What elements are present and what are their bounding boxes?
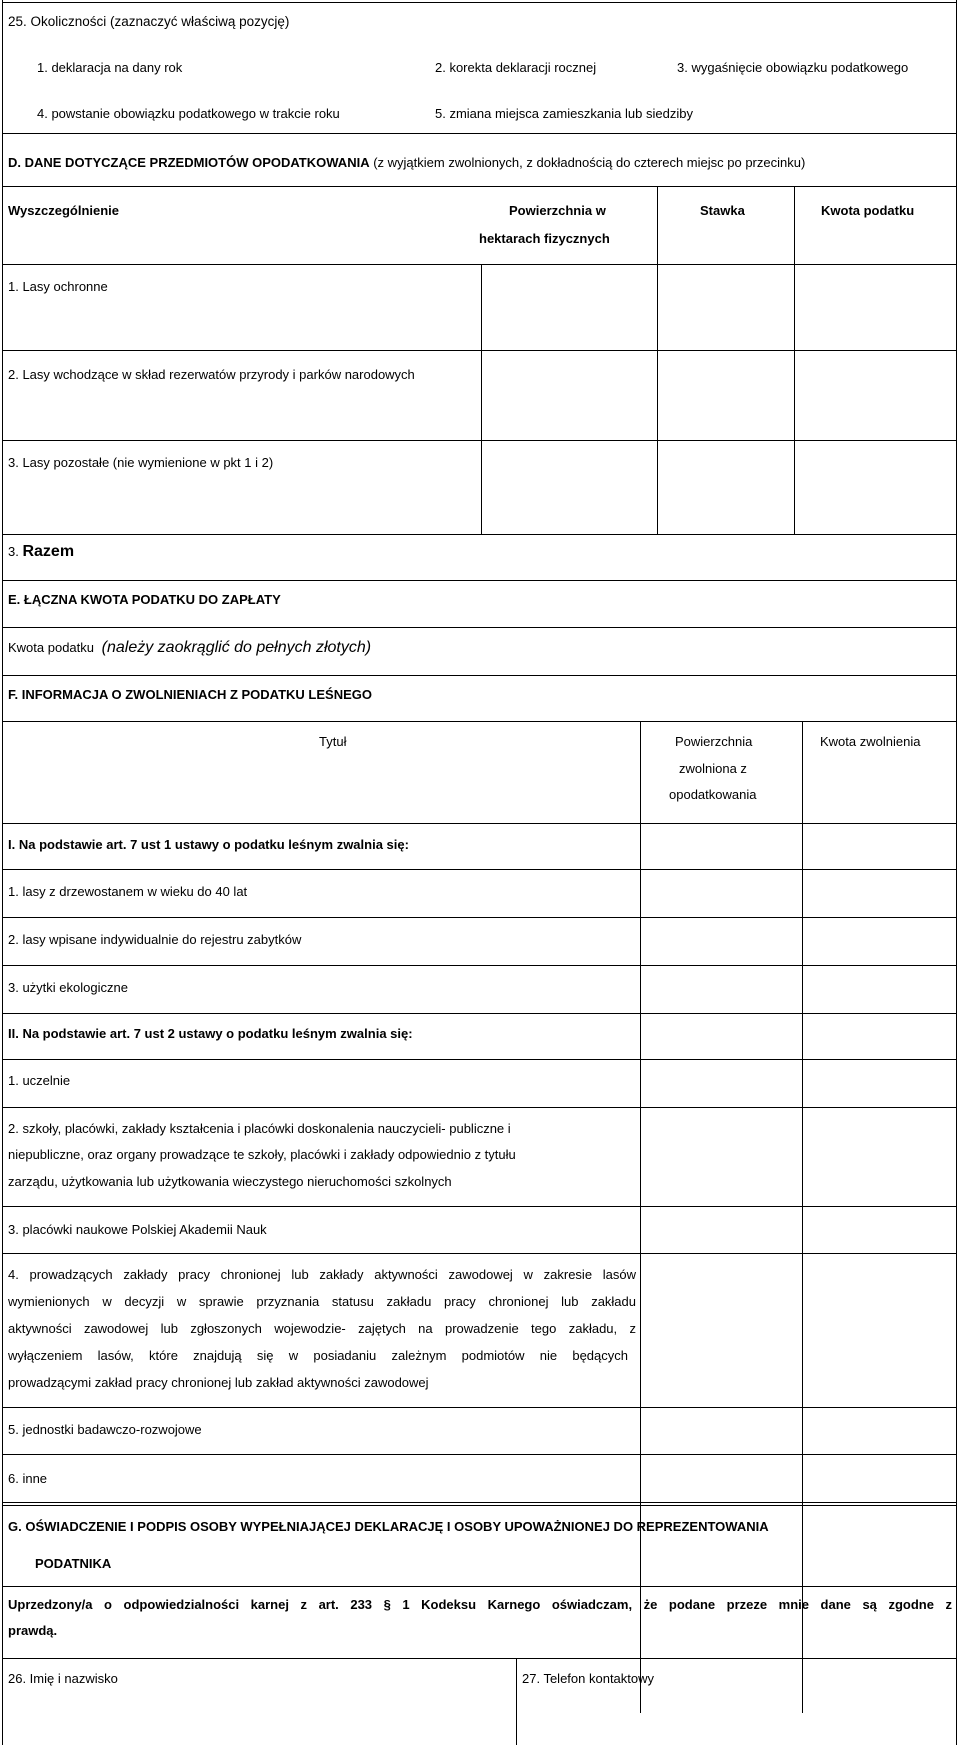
- divider: [2, 965, 957, 966]
- group-2-title: II. Na podstawie art. 7 ust 2 ustawy o podatku leśnym zwalnia się:: [8, 1026, 413, 1041]
- section-f-title: F. INFORMACJA O ZWOLNIENIACH Z PODATKU LEŚNEGO: [8, 687, 372, 702]
- option-obligation-arising[interactable]: 4. powstanie obowiązku podatkowego w trakcie roku: [37, 106, 340, 121]
- total-label: Razem: [22, 543, 75, 560]
- statement-line1: Uprzedzony/a o odpowiedzialności karnej z art. 233 § 1 Kodeksu Karnego oświadczam, że podane przeze mnie dane są zgodne z: [8, 1597, 952, 1612]
- divider: [2, 675, 957, 676]
- divider: [2, 1206, 957, 1207]
- rounding-note: (należy zaokrąglić do pełnych złotych): [101, 639, 372, 656]
- section-e-line: [8, 640, 371, 656]
- divider: [2, 1502, 957, 1503]
- field-26-name[interactable]: 26. Imię i nazwisko: [8, 1671, 118, 1686]
- divider: [2, 627, 957, 628]
- divider: [2, 133, 957, 134]
- statement-line2: prawdą.: [8, 1623, 58, 1638]
- section-d-note: (z wyjątkiem zwolnionych, z dokładnością do czterech miejsc po przecinku): [373, 155, 806, 170]
- section-e-title: E. ŁĄCZNA KWOTA PODATKU DO ZAPŁATY: [8, 592, 281, 607]
- row-reserve-forests: 2. Lasy wchodzące w skład rezerwatów przyrody i parków narodowych: [8, 367, 415, 382]
- item-sheltered-workshops-line4: wyłączeniem lasów, które znajdują się w posiadaniu zależnym podmiotów nie będących: [8, 1348, 628, 1363]
- divider: [2, 1454, 957, 1455]
- section-d-title-line: [8, 156, 805, 169]
- form-left-border: [2, 0, 3, 1745]
- header-rate: Stawka: [700, 203, 745, 218]
- row-total: [8, 544, 74, 560]
- item-universities: 1. uczelnie: [8, 1073, 71, 1088]
- section-g-title-line1: G. OŚWIADCZENIE I PODPIS OSOBY WYPEŁNIAJĄCEJ DEKLARACJĘ I OSOBY UPOWAŻNIONEJ DO REPREZENTOWANIA: [8, 1519, 769, 1534]
- item-research-units: 5. jednostki badawczo-rozwojowe: [8, 1422, 202, 1437]
- divider: [2, 823, 957, 824]
- item-sheltered-workshops-line2: wymienionych w decyzji w sprawie przyznania statusu zakładu pracy chronionej lub zakładu: [8, 1294, 636, 1309]
- item-schools-line2: niepubliczne, oraz organy prowadzące te szkoły, placówki i zakłady odpowiednio z tytułu: [8, 1147, 516, 1162]
- row-protective-forests: 1. Lasy ochronne: [8, 279, 108, 294]
- divider: [2, 1586, 957, 1587]
- divider: [2, 580, 957, 581]
- header-area-line1: Powierzchnia w: [509, 203, 606, 218]
- tax-amount-label: Kwota podatku: [8, 640, 95, 655]
- divider: [2, 534, 957, 535]
- divider: [2, 186, 957, 187]
- divider: [2, 1658, 957, 1659]
- group-1-title: I. Na podstawie art. 7 ust 1 ustawy o podatku leśnym zwalnia się:: [8, 837, 409, 852]
- item-sheltered-workshops-line5: prowadzącymi zakład pracy chronionej lub zakład aktywności zawodowej: [8, 1375, 429, 1390]
- divider: [2, 350, 957, 351]
- divider: [2, 264, 957, 265]
- divider: [2, 1107, 957, 1108]
- item-schools-line3: zarządu, użytkowania lub użytkowania wieczystego nieruchomości szkolnych: [8, 1174, 452, 1189]
- divider: [2, 1505, 957, 1506]
- field-27-phone[interactable]: 27. Telefon kontaktowy: [522, 1671, 655, 1686]
- divider: [2, 721, 957, 722]
- item-ecological-land: 3. użytki ekologiczne: [8, 980, 128, 995]
- column-line: [481, 264, 482, 534]
- divider: [2, 869, 957, 870]
- section-g-title-line2: PODATNIKA: [35, 1556, 112, 1571]
- header-exempt-area-line1: Powierzchnia: [675, 734, 753, 749]
- header-exempt-area-line3: opodatkowania: [669, 787, 757, 802]
- header-exempt-area-line2: zwolniona z: [679, 761, 747, 776]
- header-title: Tytuł: [319, 734, 347, 749]
- item-sheltered-workshops-line3: aktywności zawodowej lub zgłoszonych wojewodzie- zajętych na prowadzenie tego zakładu, z: [8, 1321, 636, 1336]
- form-top-border: [2, 2, 957, 3]
- section-25-title: 25. Okoliczności (zaznaczyć właściwą pozycję): [8, 14, 290, 29]
- divider: [2, 1253, 957, 1254]
- column-line: [794, 186, 795, 534]
- header-tax-amount: Kwota podatku: [821, 203, 915, 218]
- item-schools-line1: 2. szkoły, placówki, zakłady kształcenia i placówki doskonalenia nauczycieli- publiczne i: [8, 1121, 511, 1136]
- column-line: [516, 1658, 517, 1745]
- header-area-line2: hektarach fizycznych: [479, 231, 610, 246]
- item-other: 6. inne: [8, 1471, 48, 1486]
- divider: [2, 1013, 957, 1014]
- form-right-border: [956, 0, 957, 1745]
- item-young-stands: 1. lasy z drzewostanem w wieku do 40 lat: [8, 884, 248, 899]
- item-heritage-forests: 2. lasy wpisane indywidualnie do rejestru zabytków: [8, 932, 302, 947]
- divider: [2, 440, 957, 441]
- option-correction[interactable]: 2. korekta deklaracji rocznej: [435, 60, 597, 75]
- header-specification: Wyszczególnienie: [8, 203, 120, 218]
- divider: [2, 1059, 957, 1060]
- column-line: [657, 186, 658, 534]
- option-expiry[interactable]: 3. wygaśnięcie obowiązku podatkowego: [677, 60, 909, 75]
- item-sheltered-workshops-line1: 4. prowadzących zakłady pracy chronionej lub zakłady aktywności zawodowej w zakresie lasów: [8, 1267, 636, 1282]
- option-address-change[interactable]: 5. zmiana miejsca zamieszkania lub siedziby: [435, 106, 693, 121]
- item-pan-institutes: 3. placówki naukowe Polskiej Akademii Nauk: [8, 1222, 267, 1237]
- option-annual-declaration[interactable]: 1. deklaracja na dany rok: [37, 60, 183, 75]
- divider: [2, 917, 957, 918]
- row-other-forests: 3. Lasy pozostałe (nie wymienione w pkt 1 i 2): [8, 455, 274, 470]
- section-d-title: D. DANE DOTYCZĄCE PRZEDMIOTÓW OPODATKOWANIA: [8, 155, 370, 170]
- divider: [2, 1407, 957, 1408]
- header-exempt-amount: Kwota zwolnienia: [820, 734, 921, 749]
- total-prefix: 3.: [8, 544, 19, 559]
